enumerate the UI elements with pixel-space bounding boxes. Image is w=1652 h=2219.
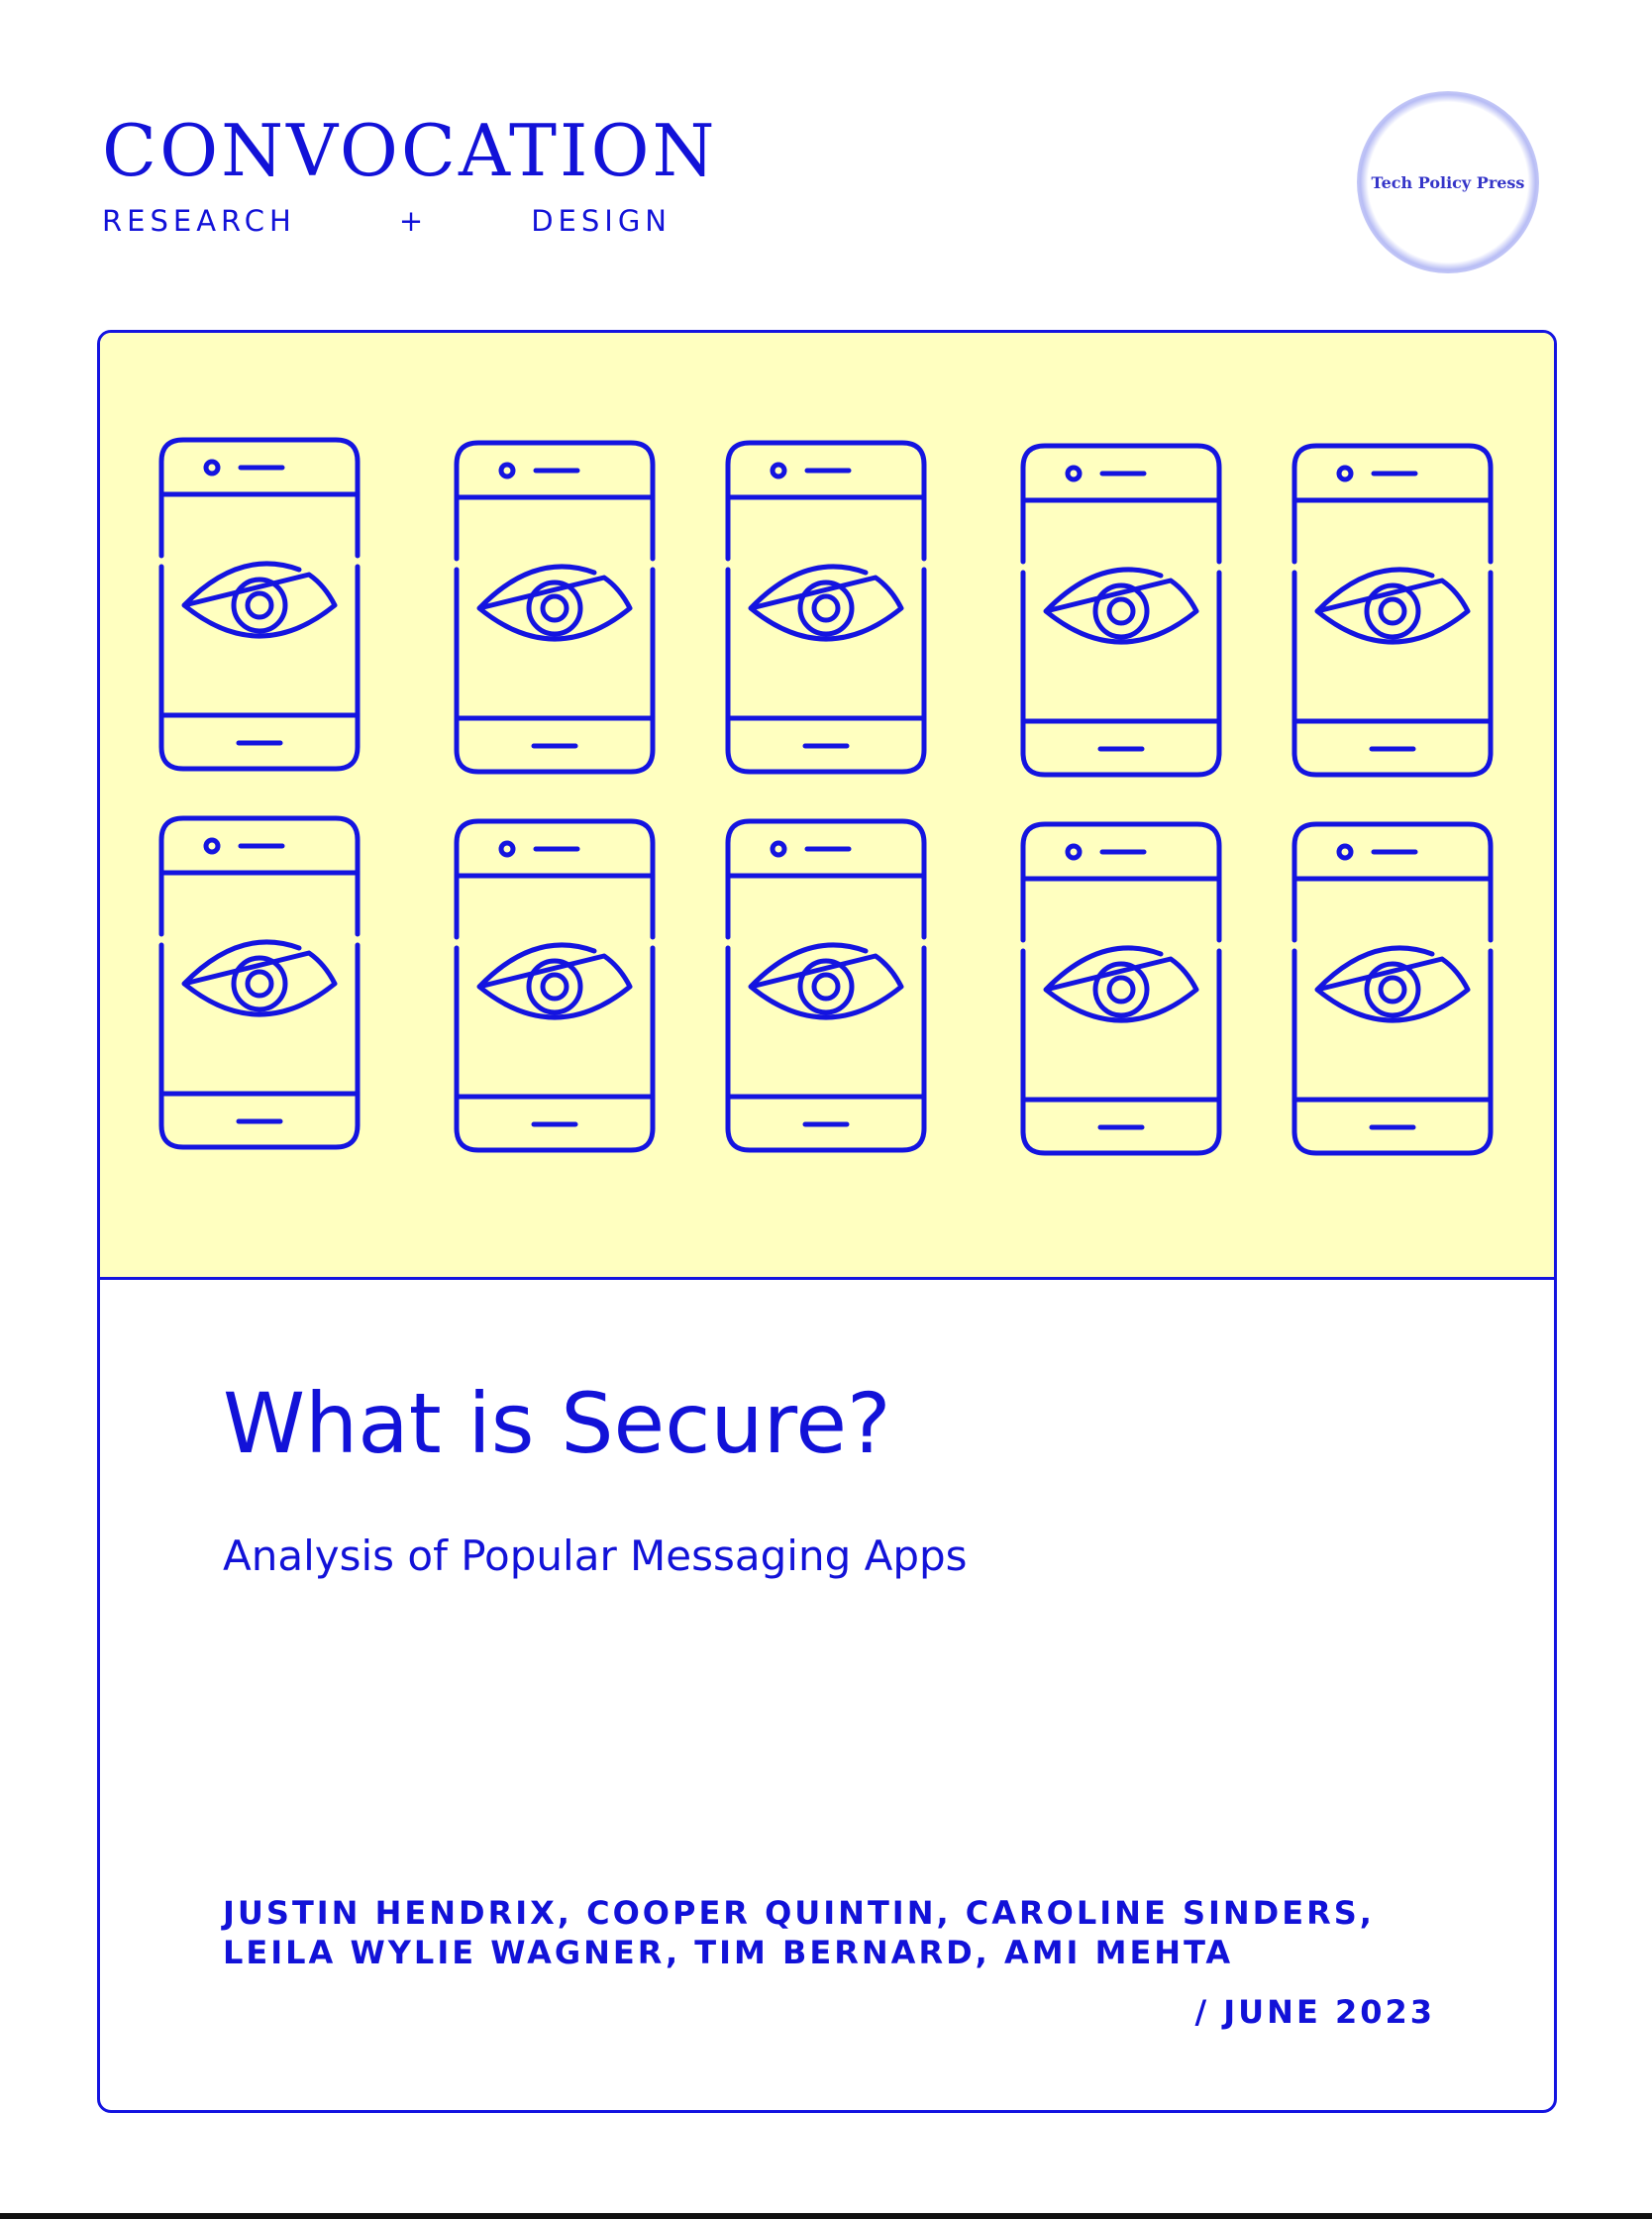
phone-eye-icon (1023, 446, 1219, 775)
phone-eye-icon (728, 821, 924, 1150)
phone-eye-icon (161, 440, 358, 769)
partner-badge (1357, 91, 1539, 273)
author-list (223, 1893, 1375, 1972)
tagline-research: RESEARCH (102, 204, 296, 238)
brand-logo (102, 109, 718, 238)
author-line: JUSTIN HENDRIX, COOPER QUINTIN, CAROLINE SINDERS, (223, 1894, 1375, 1932)
report-title: What is Secure? (223, 1375, 891, 1472)
phone-eye-icon (1294, 446, 1491, 775)
phone-eye-icon (457, 443, 653, 772)
partner-badge-label: Tech Policy Press (1371, 172, 1525, 192)
phone-eye-icon (1294, 824, 1491, 1153)
report-subtitle: Analysis of Popular Messaging Apps (223, 1532, 968, 1580)
tagline-plus: + (398, 204, 429, 238)
publication-date: / JUNE 2023 (1194, 1993, 1435, 2031)
phone-eye-icon (457, 821, 653, 1150)
phone-eye-icon (1023, 824, 1219, 1153)
phone-eye-icon (728, 443, 924, 772)
cover-illustration (100, 333, 1554, 1280)
brand-name: CONVOCATION (102, 109, 718, 192)
brand-tagline (102, 204, 671, 238)
phone-grid (100, 333, 1557, 1277)
cover-card (97, 330, 1557, 2113)
tagline-design: DESIGN (531, 204, 671, 238)
author-line: LEILA WYLIE WAGNER, TIM BERNARD, AMI MEHTA (223, 1934, 1234, 1971)
page-bottom-rule (0, 2213, 1652, 2219)
phone-eye-icon (161, 818, 358, 1147)
